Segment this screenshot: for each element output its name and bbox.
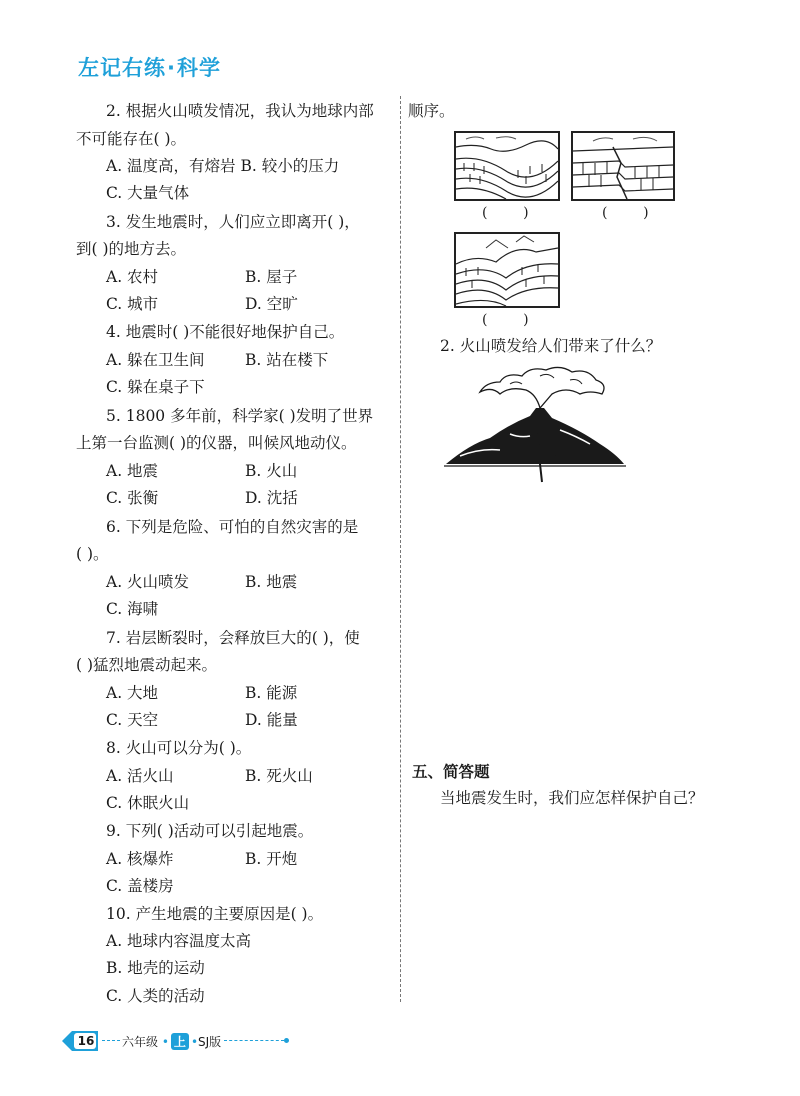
q10-option-b: B. 地壳的运动 (106, 959, 205, 977)
q5-option-c: C. 张衡 (106, 489, 159, 507)
rock-layers-fault-image (571, 131, 675, 201)
q2-stem: 2. 根据火山喷发情况，我认为地球内部 (106, 102, 374, 120)
rock-layers-mountain-image (454, 232, 560, 308)
order-blank-2: ( ) (602, 205, 649, 221)
q9-option-a: A. 核爆炸 (106, 850, 174, 868)
footer-edition: SJ版 (198, 1035, 222, 1049)
series-name: 左记右练 (78, 56, 166, 80)
footer-term: 上 (171, 1033, 189, 1050)
order-blank-3: ( ) (482, 312, 529, 328)
page-footer (60, 1028, 300, 1054)
section-five-title: 五、简答题 (412, 763, 490, 781)
q3-option-a: A. 农村 (106, 268, 159, 286)
footer-end-dot (284, 1038, 289, 1043)
q3-option-d: D. 空旷 (245, 295, 298, 313)
q7-option-b: B. 能源 (245, 684, 298, 702)
q7-stem: 7. 岩层断裂时，会释放巨大的( )，使 (106, 629, 360, 647)
q10-option-c: C. 人类的活动 (106, 987, 205, 1005)
q8-option-b: B. 死火山 (245, 767, 313, 785)
order-question-tail: 顺序。 (408, 102, 455, 120)
subject-name: 科学 (176, 56, 221, 80)
q10-stem: 10. 产生地震的主要原因是( )。 (106, 905, 324, 923)
q9-stem: 9. 下列( )活动可以引起地震。 (106, 822, 314, 840)
q4-option-c: C. 躲在桌子下 (106, 378, 205, 396)
q6-option-b: B. 地震 (245, 573, 298, 591)
q5-stem: 5. 1800 多年前，科学家( )发明了世界 (106, 407, 374, 425)
q9-option-b: B. 开炮 (245, 850, 298, 868)
q6-option-a: A. 火山喷发 (106, 573, 190, 591)
q3-stem: 3. 发生地震时，人们应立即离开( )， (106, 213, 360, 231)
q2-option-c: C. 大量气体 (106, 184, 190, 202)
page-number: 16 (77, 1034, 95, 1048)
q5-option-a: A. 地震 (106, 462, 159, 480)
book-title (78, 52, 221, 82)
order-blank-1: ( ) (482, 205, 529, 221)
q8-option-c: C. 休眠火山 (106, 794, 190, 812)
q3-option-b: B. 屋子 (245, 268, 298, 286)
column-divider (400, 96, 401, 1002)
footer-edition-info: 六年级 • 上 •SJ版 (122, 1035, 222, 1049)
q5-option-b: B. 火山 (245, 462, 298, 480)
q7-option-a: A. 大地 (106, 684, 159, 702)
q2-options-ab: A. 温度高，有熔岩 B. 较小的压力 (106, 157, 340, 175)
q3-option-c: C. 城市 (106, 295, 159, 313)
q6-option-c: C. 海啸 (106, 600, 159, 618)
q4-option-b: B. 站在楼下 (245, 351, 329, 369)
q4-option-a: A. 躲在卫生间 (106, 351, 205, 369)
q7-option-c: C. 天空 (106, 711, 159, 729)
footer-grade: 六年级 (122, 1035, 159, 1049)
q2-volcano-stem: 2. 火山喷发给人们带来了什么？ (440, 337, 662, 355)
volcano-eruption-image (440, 364, 630, 486)
q5-option-d: D. 沈括 (245, 489, 298, 507)
q8-stem: 8. 火山可以分为( )。 (106, 739, 252, 757)
q3-stem-cont: 到( )的地方去。 (76, 240, 187, 258)
q7-option-d: D. 能量 (245, 711, 298, 729)
q6-stem: 6. 下列是危险、可怕的自然灾害的是 (106, 518, 359, 536)
footer-dash-right (224, 1040, 284, 1041)
q5-stem-cont: 上第一台监测( )的仪器，叫候风地动仪。 (76, 434, 357, 452)
q6-stem-cont: ( )。 (76, 545, 109, 563)
rock-layers-folded-image (454, 131, 560, 201)
footer-dash-left (102, 1040, 120, 1041)
short-answer-question: 当地震发生时，我们应怎样保护自己？ (440, 789, 704, 807)
title-separator: · (167, 56, 176, 80)
q7-stem-cont: ( )猛烈地震动起来。 (76, 656, 218, 674)
q2-stem-cont: 不可能存在( )。 (76, 130, 187, 148)
q4-stem: 4. 地震时( )不能很好地保护自己。 (106, 323, 345, 341)
q8-option-a: A. 活火山 (106, 767, 174, 785)
q10-option-a: A. 地球内容温度太高 (106, 932, 252, 950)
q9-option-c: C. 盖楼房 (106, 877, 174, 895)
